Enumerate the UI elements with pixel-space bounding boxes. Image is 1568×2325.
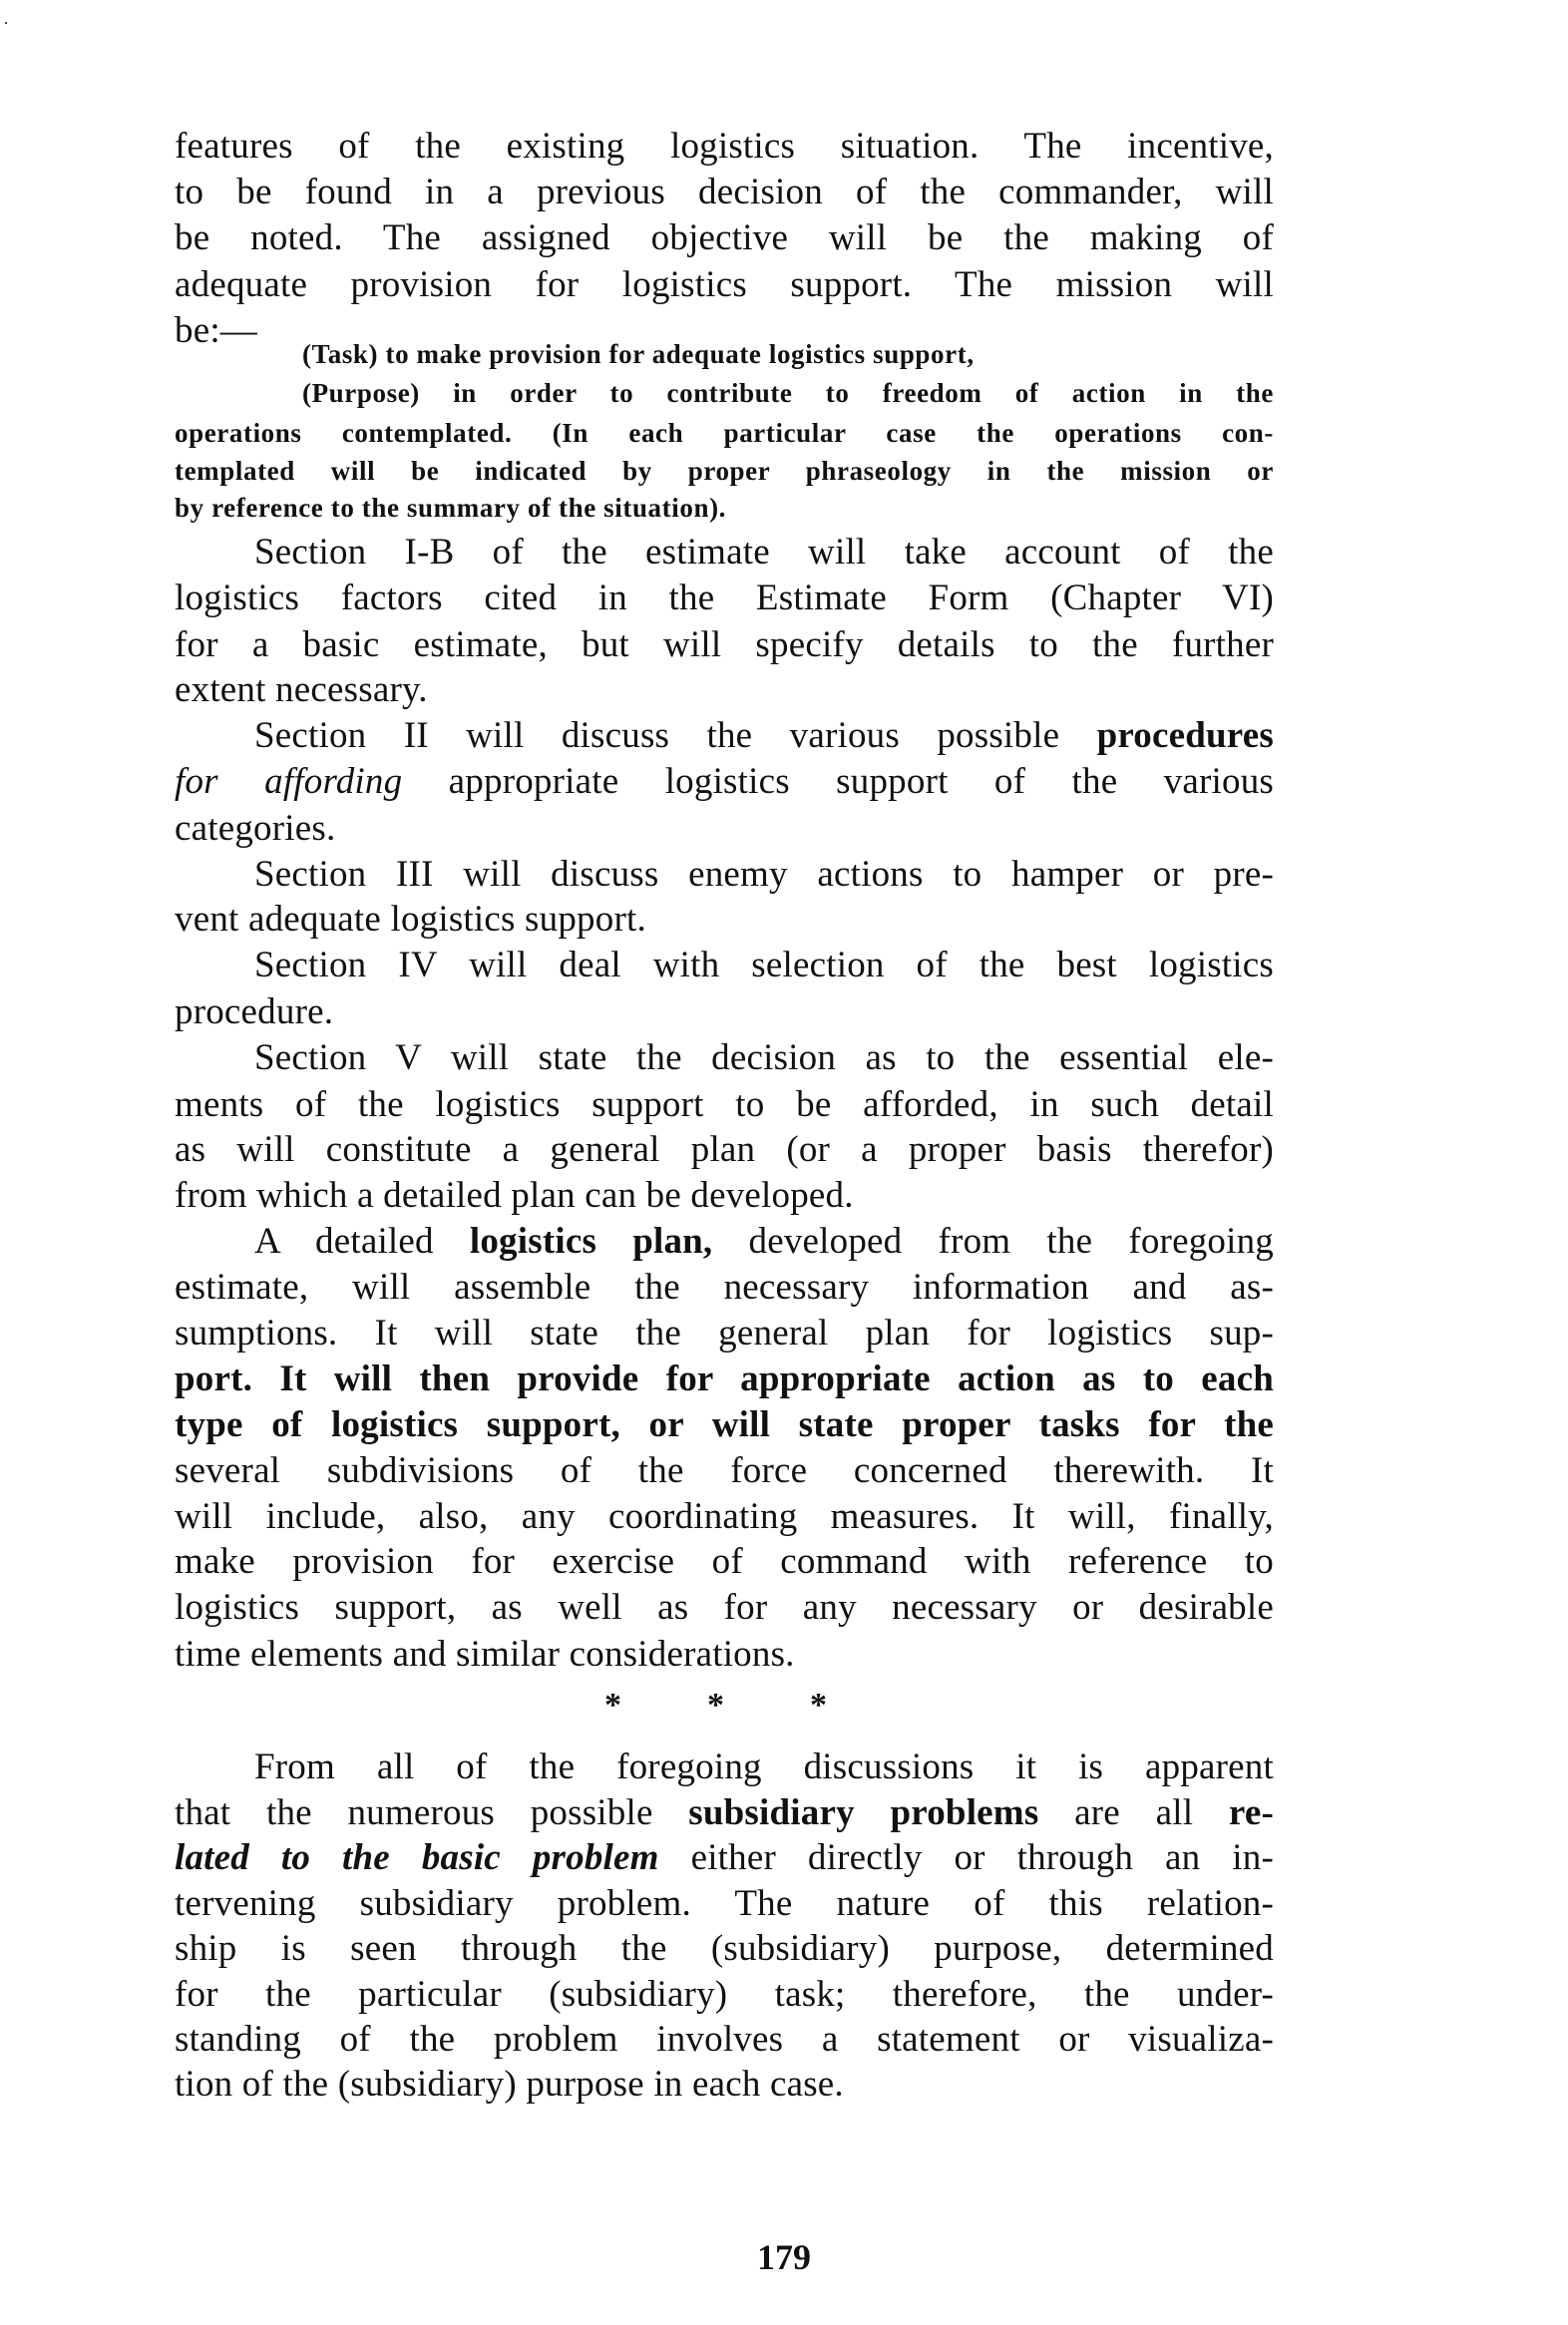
bold-term: procedures	[1096, 715, 1274, 756]
text-line: operations contemplated. (In each particular case the operations con-	[175, 418, 1274, 448]
text-line: to be found in a previous decision of the commander, will	[175, 172, 1274, 212]
text-line	[175, 1219, 1274, 1265]
text-line: port. It will then provide for appropriate action as to each	[175, 1358, 1274, 1399]
text-line: procedure.	[175, 991, 334, 1032]
mission-task-line: (Task) to make provision for adequate logistics support,	[302, 339, 975, 369]
text-line: estimate, will assemble the necessary information and as-	[175, 1267, 1274, 1308]
text-line: make provision for exercise of command with reference to	[175, 1541, 1274, 1582]
text-line: from which a detailed plan can be developed.	[175, 1175, 854, 1216]
text-line: categories.	[175, 808, 336, 849]
page-number: 179	[757, 2237, 811, 2277]
text-line: Section IV will deal with selection of the best logistics	[254, 945, 1274, 985]
text-span: Section II will discuss the various possible	[254, 715, 1097, 756]
text-line: adequate provision for logistics support. The mission will	[175, 264, 1274, 305]
text-line: Section V will state the decision as to the essential ele-	[254, 1037, 1274, 1078]
text-line	[175, 1790, 1274, 1836]
text-span: that the numerous possible	[175, 1792, 689, 1833]
text-span: A detailed	[254, 1221, 470, 1262]
text-line: logistics support, as well as for any necessary or desirable	[175, 1587, 1274, 1628]
text-line: Section I-B of the estimate will take account of the	[254, 532, 1274, 573]
text-line: sumptions. It will state the general plan for logistics sup-	[175, 1313, 1274, 1354]
text-line: standing of the problem involves a statement or visualiza-	[175, 2019, 1274, 2060]
text-line: logistics factors cited in the Estimate Form (Chapter VI)	[175, 578, 1274, 618]
text-line: tion of the (subsidiary) purpose in each case.	[175, 2064, 844, 2105]
text-line: Section III will discuss enemy actions to hamper or pre-	[254, 854, 1274, 895]
text-line: be noted. The assigned objective will be the making of	[175, 217, 1274, 258]
text-line: From all of the foregoing discussions it is apparent	[254, 1746, 1274, 1787]
bold-term: re-	[1228, 1792, 1274, 1833]
text-line: several subdivisions of the force concerned therewith. It	[175, 1450, 1274, 1491]
text-line: will include, also, any coordinating measures. It will, finally,	[175, 1496, 1274, 1537]
text-line: extent necessary.	[175, 669, 428, 710]
section-separator	[0, 1686, 1568, 1726]
asterisk: *	[604, 1687, 621, 1724]
bold-term: logistics plan,	[469, 1221, 713, 1262]
italic-term: for affording	[175, 761, 403, 802]
asterisk: *	[707, 1687, 724, 1724]
bold-term: subsidiary problems	[688, 1792, 1039, 1833]
scan-artifact	[5, 22, 7, 24]
text-line: as will constitute a general plan (or a proper basis therefor)	[175, 1129, 1274, 1170]
text-line: be:—	[175, 310, 258, 351]
text-line: ments of the logistics support to be afforded, in such detail	[175, 1084, 1274, 1125]
text-line: features of the existing logistics situation. The incentive,	[175, 126, 1274, 167]
text-line	[175, 1835, 1274, 1881]
bold-italic-term: lated to the basic problem	[175, 1837, 659, 1878]
text-line: for a basic estimate, but will specify details to the further	[175, 624, 1274, 665]
text-line: for the particular (subsidiary) task; therefore, the under-	[175, 1974, 1274, 2015]
text-line: ship is seen through the (subsidiary) purpose, determined	[175, 1928, 1274, 1969]
text-line: by reference to the summary of the situation).	[175, 493, 727, 523]
text-line	[175, 759, 1274, 805]
text-line: vent adequate logistics support.	[175, 899, 646, 940]
text-line: type of logistics support, or will state proper tasks for the	[175, 1404, 1274, 1445]
asterisk: *	[810, 1687, 827, 1724]
text-span: appropriate logistics support of the various	[402, 761, 1274, 802]
text-span: developed from the foregoing	[712, 1221, 1274, 1262]
text-line	[175, 713, 1274, 759]
mission-purpose-line: (Purpose) in order to contribute to freedom of action in the	[302, 378, 1274, 408]
text-line: templated will be indicated by proper phraseology in the mission or	[175, 456, 1274, 486]
text-span: are all	[1038, 1792, 1229, 1833]
text-span: either directly or through an in-	[658, 1837, 1274, 1878]
text-line: time elements and similar considerations.	[175, 1634, 795, 1675]
text-line: tervening subsidiary problem. The nature of this relation-	[175, 1883, 1274, 1924]
